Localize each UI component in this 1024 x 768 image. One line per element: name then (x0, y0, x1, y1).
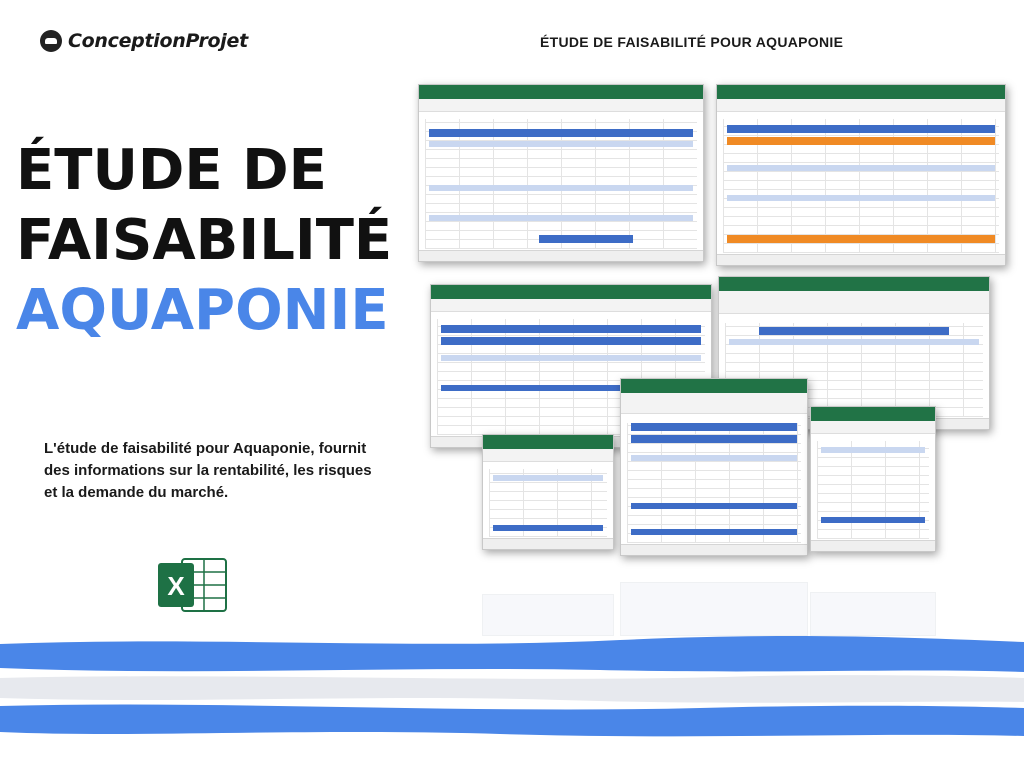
chef-hat-icon (40, 30, 62, 52)
brand-logo[interactable] (40, 30, 248, 52)
hero-line-3: AQUAPONIE (16, 278, 389, 343)
brand-name: ConceptionProjet (68, 30, 248, 52)
spreadsheet-thumbnail-results (620, 378, 808, 556)
svg-text:X: X (167, 571, 185, 601)
description-text: L'étude de faisabilité pour Aquaponie, fournit des informations sur la rentabilité, les risques et la demande du marché. (44, 440, 372, 501)
decorative-stripes (0, 628, 1024, 768)
spreadsheet-thumbnail-charges (716, 84, 1006, 266)
page-header-title: ÉTUDE DE FAISABILITÉ POUR AQUAPONIE (540, 34, 844, 50)
spreadsheet-thumbnail-cashflow (810, 406, 936, 552)
excel-icon (158, 555, 228, 615)
hero-title (16, 136, 392, 346)
hero-line-1: ÉTUDE DE (16, 138, 327, 203)
spreadsheet-thumbnail-revenue (418, 84, 704, 262)
hero-line-2: FAISABILITÉ (16, 208, 393, 273)
spreadsheet-thumbnail-financing (482, 434, 614, 550)
